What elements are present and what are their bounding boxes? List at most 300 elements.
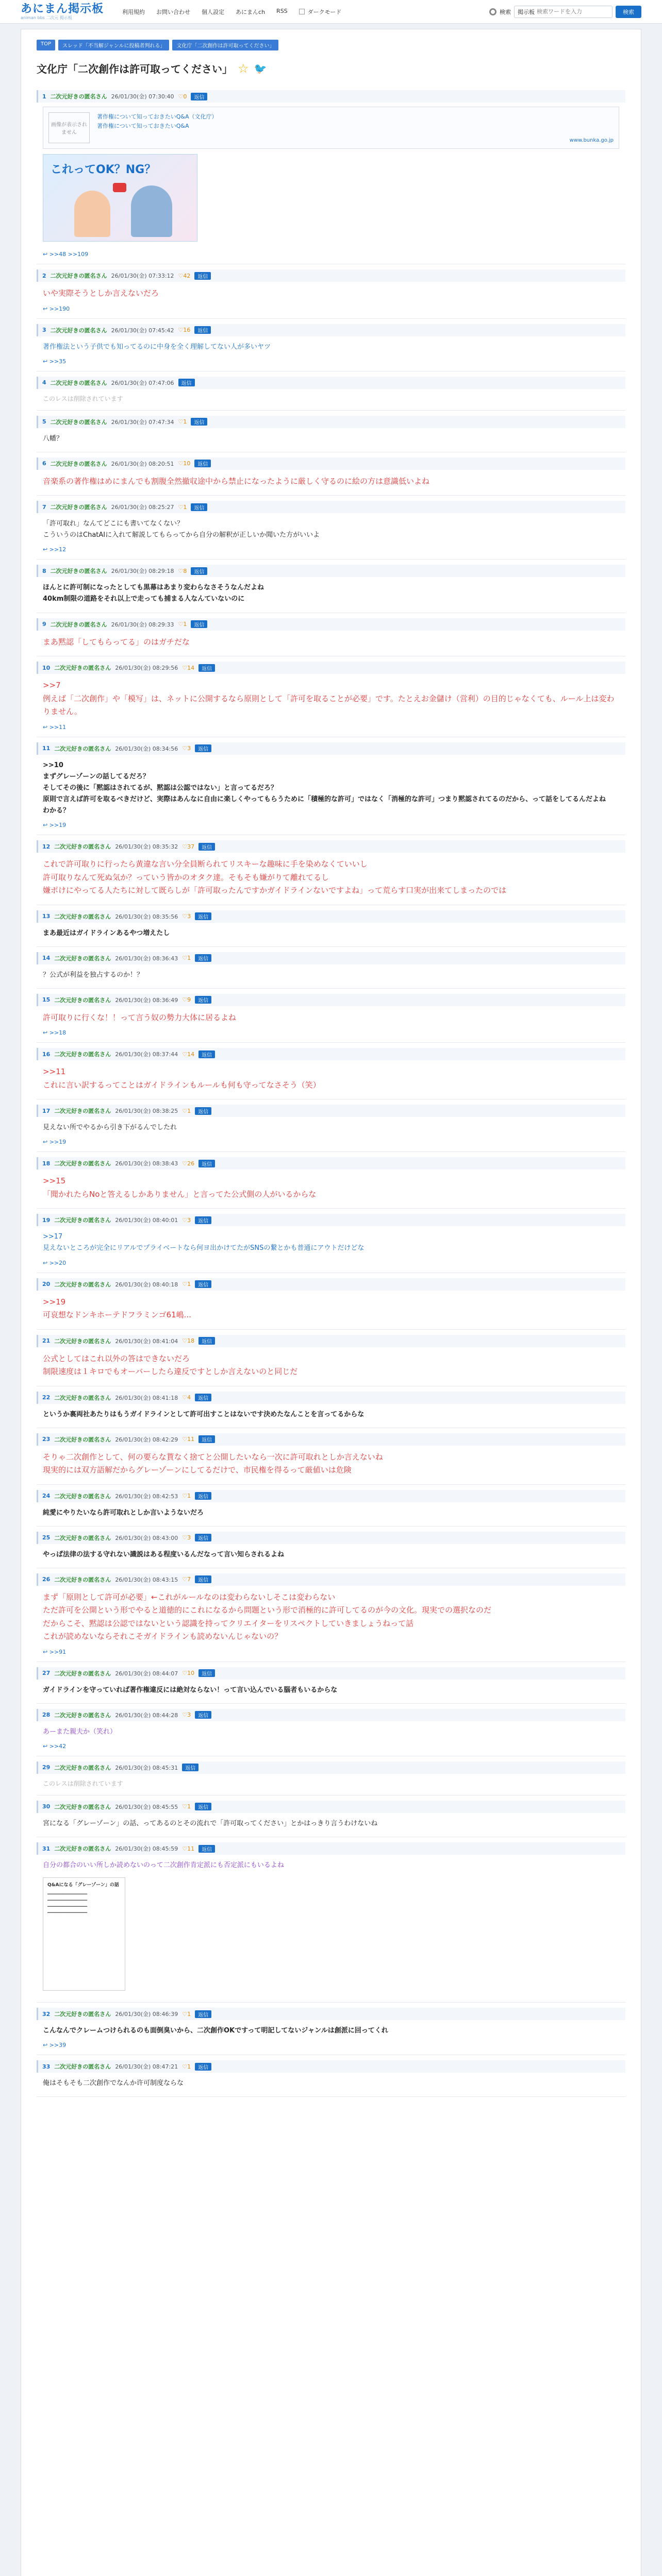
post-number[interactable]: 18 <box>42 1160 51 1167</box>
good-count[interactable]: ♡42 <box>178 272 191 279</box>
post-author: 二次元好きの匿名さん <box>50 418 107 426</box>
post-date: 26/01/30(金) 08:46:39 <box>115 2011 178 2018</box>
gear-icon[interactable] <box>489 8 496 15</box>
post-date: 26/01/30(金) 08:37:44 <box>115 1051 178 1058</box>
post-date: 26/01/30(金) 08:40:18 <box>115 1281 178 1288</box>
post-date: 26/01/30(金) 08:36:43 <box>115 955 178 962</box>
post-body: 自分の都合のいい所しか読めないのって二次創作肯定派にも否定派にもいるよね <box>43 1861 284 1870</box>
good-count[interactable]: ♡10 <box>182 1670 195 1677</box>
good-count[interactable]: ♡1 <box>182 1803 191 1810</box>
good-count[interactable]: ♡37 <box>182 843 195 850</box>
post-date: 26/01/30(金) 08:45:59 <box>115 1845 178 1853</box>
post-number[interactable]: 19 <box>42 1216 51 1224</box>
post-meta <box>37 1490 625 1502</box>
post-author: 二次元好きの匿名さん <box>54 1108 111 1115</box>
post <box>37 737 625 835</box>
post <box>37 371 625 411</box>
post <box>37 2003 625 2055</box>
nav-contact[interactable]: お問い合わせ <box>156 8 191 15</box>
post <box>37 1527 625 1568</box>
post-author: 二次元好きの匿名さん <box>54 745 111 752</box>
post <box>37 1209 625 1273</box>
reply-button[interactable]: 返信 <box>195 1492 211 1500</box>
search-input[interactable] <box>537 8 609 15</box>
post-number[interactable]: 12 <box>42 843 51 850</box>
post <box>37 905 625 947</box>
good-count[interactable]: ♡1 <box>182 2063 191 2070</box>
post-number[interactable]: 23 <box>42 1436 51 1443</box>
reply-button[interactable]: 返信 <box>198 1337 215 1345</box>
post-meta <box>37 910 625 923</box>
thread-title-row <box>37 61 625 76</box>
good-count[interactable]: ♡18 <box>182 1337 195 1344</box>
good-count[interactable]: ♡11 <box>182 1436 195 1443</box>
nav-animanch[interactable]: あにまんch <box>236 8 266 15</box>
post-author: 二次元好きの匿名さん <box>54 2063 111 2071</box>
post-number[interactable]: 4 <box>42 379 46 386</box>
good-count[interactable]: ♡11 <box>182 1845 195 1852</box>
post-body: >>7 例えば「二次創作」や「模写」は、ネットに公開するなら原則として「許可を取ることが必要」です。たとえお金儲け（営利）の目的じゃなくても、ルール上は変わりません。 <box>43 681 615 717</box>
reply-button[interactable]: 返信 <box>195 912 211 920</box>
deleted-message: このレスは削除されています <box>43 395 123 402</box>
link-card-image: 画像が表示されません <box>48 112 90 143</box>
good-count[interactable]: ♡1 <box>182 1281 191 1287</box>
post-number[interactable]: 26 <box>42 1576 51 1583</box>
post-meta <box>37 1335 625 1347</box>
video-play-icon <box>113 183 126 192</box>
reply-button[interactable]: 返信 <box>194 326 211 334</box>
post-author: 二次元好きの匿名さん <box>54 1576 111 1583</box>
post-author: 二次元好きの匿名さん <box>54 996 111 1004</box>
good-count[interactable]: ♡26 <box>182 1160 195 1167</box>
post-meta <box>37 1278 625 1291</box>
post <box>37 989 625 1043</box>
reply-button[interactable]: 返信 <box>195 1534 211 1541</box>
good-count[interactable]: ♡3 <box>182 1216 191 1224</box>
good-count[interactable]: ♡3 <box>182 1534 191 1541</box>
post-meta <box>37 1761 625 1774</box>
twitter-icon[interactable]: 🐦 <box>254 62 267 75</box>
post-body: まあ最近はガイドラインあるやつ増えたし <box>43 929 170 937</box>
search-button[interactable]: 検索 <box>616 6 641 18</box>
reply-button[interactable]: 返信 <box>198 843 215 851</box>
good-count[interactable]: ♡3 <box>182 1711 191 1719</box>
reply-button[interactable]: 返信 <box>195 1803 211 1810</box>
post-author: 二次元好きの匿名さん <box>50 504 107 511</box>
post-meta <box>37 994 625 1006</box>
person-right-figure <box>131 185 172 237</box>
post-number[interactable]: 7 <box>42 503 46 511</box>
post <box>37 411 625 452</box>
post-body: >>10 まずグレーゾーンの話してるだろ？ そしてその後に「黙認はされてるが、黙認は公認ではない」と言ってるだろ？ 原則で言えば許可を取るべきだけど、実際はあんなに自由に楽しくやってもらうために「積極的な許可」ではなく「消極的な許可」つまり黙認されてるのだから、って話をしてるんだよね わかる？ <box>43 761 606 815</box>
post-date: 26/01/30(金) 08:41:18 <box>115 1394 178 1401</box>
post-body: いや実際そうとしか言えないだろ <box>43 289 159 298</box>
deleted-message: このレスは削除されています <box>43 1780 123 1787</box>
post-author: 二次元好きの匿名さん <box>54 1217 111 1224</box>
post-author: 二次元好きの匿名さん <box>50 327 107 334</box>
post-body: まず「原則として許可が必要」←これがルールなのは変わらないしそこは変わらない ただ許可を公開という形でやると道徳的にこれになるから問題という形で消極的に許可してるのが今の文化。現実での選択なのだ だからこそ、黙認は公認ではないという認識を持ってクリエイターをリスペクトしていきましょうねって話 これが読めないならそれこそガイドラインも読めないんじゃないの？ <box>43 1592 492 1641</box>
post-author: 二次元好きの匿名さん <box>54 1711 111 1719</box>
image-caption: これってOK？NG？ <box>51 163 156 176</box>
reply-button[interactable]: 返信 <box>194 272 211 280</box>
post-number[interactable]: 22 <box>42 1394 51 1401</box>
reply-button[interactable]: 返信 <box>182 1764 198 1771</box>
post-author: 二次元好きの匿名さん <box>54 1493 111 1500</box>
good-count[interactable]: ♡1 <box>182 2010 191 2018</box>
post-date: 26/01/30(金) 07:47:06 <box>111 379 174 386</box>
reply-button[interactable]: 返信 <box>191 620 207 628</box>
post-meta <box>37 662 625 674</box>
post-number[interactable]: 20 <box>42 1281 51 1287</box>
post-author: 二次元好きの匿名さん <box>50 460 107 467</box>
post-meta <box>37 952 625 964</box>
logo-text: あにまん掲示板 <box>21 2 104 15</box>
good-count[interactable]: ♡1 <box>178 621 187 628</box>
post <box>37 1152 625 1209</box>
post-number[interactable]: 16 <box>42 1050 51 1058</box>
reply-button[interactable]: 返信 <box>195 1711 211 1719</box>
dark-mode-label: ダークモード <box>307 8 342 15</box>
post-date: 26/01/30(金) 08:43:00 <box>115 1534 178 1541</box>
post-number[interactable]: 2 <box>42 272 46 279</box>
post-image[interactable] <box>43 154 197 242</box>
post-author: 二次元好きの匿名さん <box>50 379 107 386</box>
nav-settings[interactable]: 個人設定 <box>202 8 225 15</box>
post <box>37 1043 625 1099</box>
post-number[interactable]: 27 <box>42 1670 51 1677</box>
post-date: 26/01/30(金) 08:29:56 <box>115 665 178 672</box>
post <box>37 452 625 496</box>
good-count[interactable]: ♡8 <box>178 567 187 574</box>
post <box>37 85 625 264</box>
reply-button[interactable]: 返信 <box>198 1050 215 1058</box>
post-number[interactable]: 28 <box>42 1711 51 1719</box>
good-count[interactable]: ♡1 <box>178 418 187 426</box>
post-body: そりゃ二次創作として、何の要らな貰なく捨てと公開したいなら一次に許可取れとしか言えないね 現実的には双方語解だからグレーゾーンにしてるだけで、市民権を得るって厳値いは危険 <box>43 1452 383 1475</box>
post-meta <box>37 324 625 336</box>
post-date: 26/01/30(金) 08:40:01 <box>115 1217 178 1224</box>
post-meta <box>37 1709 625 1721</box>
person-left-figure <box>74 191 110 237</box>
good-count[interactable]: ♡3 <box>182 745 191 752</box>
main-nav <box>122 8 341 16</box>
search-box <box>514 6 613 18</box>
post-number[interactable]: 15 <box>42 996 51 1004</box>
post-meta <box>37 2008 625 2020</box>
post <box>37 1568 625 1662</box>
thread-container <box>21 29 641 2576</box>
reply-button[interactable]: 返信 <box>191 93 207 100</box>
reply-button[interactable]: 返信 <box>195 996 211 1004</box>
post-date: 26/01/30(金) 08:45:55 <box>115 1803 178 1810</box>
breadcrumb <box>37 40 625 50</box>
post-meta <box>37 742 625 755</box>
post-author: 二次元好きの匿名さん <box>54 1160 111 1167</box>
post <box>37 1428 625 1485</box>
post-body: 音楽系の著作権はめにまんでも割腹全然撤収途中から禁止になったように厳しく守るのに絵の方は意識低いよね <box>43 476 430 486</box>
post-author: 二次元好きの匿名さん <box>54 1051 111 1058</box>
post-number[interactable]: 8 <box>42 567 46 574</box>
good-count[interactable]: ♡10 <box>178 460 191 467</box>
reply-button[interactable]: 返信 <box>195 744 211 752</box>
post-author: 二次元好きの匿名さん <box>54 1337 111 1345</box>
post-number[interactable]: 31 <box>42 1845 51 1852</box>
post <box>37 2055 625 2097</box>
post-number[interactable]: 25 <box>42 1534 51 1541</box>
thread-title: 文化庁「二次創作は許可取ってください」 <box>37 63 233 75</box>
post-meta <box>37 269 625 282</box>
reply-button[interactable]: 返信 <box>194 460 211 467</box>
post-body: ほんとに許可制になったとしても黒幕はあまり変わらなさそうなんだよね 40km制限の道路をそれ以上で走っても捕まる人なんていないのに <box>43 584 264 603</box>
post-author: 二次元好きの匿名さん <box>54 1764 111 1771</box>
post <box>37 1386 625 1428</box>
link-card-title[interactable]: 著作権について知っておきたいQ&A（文化庁） <box>97 113 218 120</box>
reply-anchors[interactable]: ↩ >>190 <box>43 305 70 312</box>
post <box>37 613 625 657</box>
post-meta <box>37 1157 625 1170</box>
reply-anchors[interactable]: ↩ >>39 <box>43 2042 67 2049</box>
post-date: 26/01/30(金) 08:45:31 <box>115 1764 178 1771</box>
link-card[interactable] <box>43 107 619 149</box>
reply-anchors[interactable]: ↩ >>18 <box>43 1029 67 1037</box>
post-date: 26/01/30(金) 07:47:34 <box>111 418 174 426</box>
post-meta <box>37 457 625 470</box>
post-author: 二次元好きの匿名さん <box>50 273 107 279</box>
reply-button[interactable]: 返信 <box>195 1280 211 1288</box>
post-body: 俺はそもそも二次創作でなんか许可制度ならな <box>43 2079 184 2088</box>
post-number[interactable]: 11 <box>42 745 51 752</box>
search-scope[interactable]: 掲示板 <box>518 8 535 15</box>
header <box>0 0 662 24</box>
post <box>37 1273 625 1330</box>
reply-button[interactable]: 返信 <box>198 664 215 672</box>
nav-terms[interactable]: 利用規約 <box>122 8 145 15</box>
reply-anchors[interactable]: ↩ >>19 <box>43 822 67 829</box>
breadcrumb-parent[interactable]: スレッド「不当解ジャンルに投稿者判れる」 <box>58 40 169 50</box>
post-number[interactable]: 21 <box>42 1337 51 1344</box>
dark-mode-checkbox[interactable] <box>299 9 305 14</box>
post-number[interactable]: 5 <box>42 418 46 426</box>
reply-button[interactable]: 返信 <box>198 1669 215 1677</box>
post-number[interactable]: 13 <box>42 913 51 920</box>
reply-button[interactable]: 返信 <box>191 503 207 511</box>
reply-button[interactable]: 返信 <box>195 954 211 962</box>
post-body: 著作権法という子供でも知ってるのに中身を全く理解してない人が多いヤツ <box>43 343 271 351</box>
reply-button[interactable]: 返信 <box>195 2063 211 2071</box>
good-count[interactable]: ♡1 <box>182 1493 191 1500</box>
post-author: 二次元好きの匿名さん <box>50 621 107 628</box>
reply-anchors[interactable]: ↩ >>48 >>109 <box>43 251 89 258</box>
post-body: 公式としてはこれ以外の答はできないだろ 制限速度は１キロでもオーバーしたら違反ですとしか言えないのと同じだ <box>43 1353 298 1376</box>
post-body: 許可取りに行くな！！って言う奴の勢力大体に居るよね <box>43 1012 237 1022</box>
post-list <box>37 85 625 2097</box>
search-label: 検索 <box>500 8 511 15</box>
nav-rss[interactable]: RSS <box>276 7 288 14</box>
good-count[interactable]: ♡0 <box>178 93 187 100</box>
post-author: 二次元好きの匿名さん <box>54 843 111 851</box>
reply-button[interactable]: 返信 <box>191 567 207 575</box>
post <box>37 1837 625 2003</box>
document-body-lines: ━━━━━━━━━━━━━━━━ ━━━━━━━━━━━━━━━━ ━━━━━━━━━━━━━━━━ ━━━━━━━━━━━━━━━━ <box>47 1891 88 1915</box>
post-body: >>17 見えないところが完全にリアルでプライベートなら何ヨ出かけてたがSNSの繋とかも普通にアウトだけどな <box>43 1233 365 1252</box>
post-number[interactable]: 14 <box>42 955 51 962</box>
post-body: ガイドラインを守っていれば著作権違反には絶対ならない！って言い込んでいる腦者もいるからな <box>43 1686 338 1694</box>
post-body: ？公式が利益を独占するのか！？ <box>43 971 144 979</box>
post-meta <box>37 1105 625 1117</box>
post-meta <box>37 1392 625 1404</box>
post <box>37 1099 625 1152</box>
site-logo[interactable] <box>21 4 104 20</box>
post-body: 八幡？ <box>43 434 63 443</box>
reply-anchors[interactable]: ↩ >>11 <box>43 723 67 731</box>
breadcrumb-current[interactable]: 文化庁「二次創作は許可取ってください」 <box>172 40 278 50</box>
post-number[interactable]: 1 <box>42 93 46 100</box>
good-count[interactable]: ♡1 <box>178 503 187 511</box>
link-card-desc: 著作権について知っておきたいQ&A <box>97 122 189 129</box>
post-date: 26/01/30(金) 07:45:42 <box>111 327 174 334</box>
post-meta <box>37 501 625 513</box>
post-date: 26/01/30(金) 08:29:33 <box>111 621 174 628</box>
post-number[interactable]: 10 <box>42 664 51 671</box>
reply-button[interactable]: 返信 <box>195 1107 211 1115</box>
post <box>37 1795 625 1837</box>
good-count[interactable]: ♡16 <box>178 327 191 333</box>
good-count[interactable]: ♡3 <box>182 913 191 920</box>
post-number[interactable]: 29 <box>42 1764 51 1771</box>
post-body: 見えない所でやるから引き下がるんでしたれ <box>43 1124 177 1132</box>
post-body: こんなんでクレームつけられるのも面倒臭いから、二次創作OKですって明記してないジャンルは創派に回ってくれ <box>43 2027 388 2035</box>
post-number[interactable]: 9 <box>42 621 46 628</box>
post-number[interactable]: 6 <box>42 460 46 467</box>
post-author: 二次元好きの匿名さん <box>54 1670 111 1677</box>
post-date: 26/01/30(金) 08:20:51 <box>111 460 174 467</box>
post-body: まあ黙認「してもらってる」のはガチだな <box>43 637 190 647</box>
post-meta <box>37 90 625 103</box>
post-author: 二次元好きの匿名さん <box>54 955 111 962</box>
post-meta <box>37 1573 625 1586</box>
post-number[interactable]: 32 <box>42 2010 51 2018</box>
post-number[interactable]: 24 <box>42 1493 51 1500</box>
reply-anchors[interactable]: ↩ >>12 <box>43 546 67 553</box>
post-date: 26/01/30(金) 08:34:56 <box>115 745 178 752</box>
post-author: 二次元好きの匿名さん <box>54 913 111 920</box>
reply-button[interactable]: 返信 <box>198 1435 215 1443</box>
post-body: 純愛にやりたいなら許可取れとしか言いようないだろ <box>43 1509 204 1517</box>
post-body: 「許可取れ」なんてどこにも書いてなくない？ こういうのはChatAIに入れて解説してもらってから自分の解釈が正しいか聞いた方がいいよ <box>43 520 320 539</box>
post <box>37 1485 625 1527</box>
post-number[interactable]: 3 <box>42 327 46 333</box>
post-date: 26/01/30(金) 08:38:43 <box>115 1160 178 1167</box>
post-author: 二次元好きの匿名さん <box>54 1394 111 1401</box>
reply-button[interactable]: 返信 <box>195 2010 211 2018</box>
post <box>37 496 625 560</box>
post-author: 二次元好きの匿名さん <box>50 568 107 575</box>
favorite-star-icon[interactable]: ☆ <box>238 61 249 76</box>
post-meta <box>37 1667 625 1680</box>
reply-button[interactable]: 返信 <box>195 1575 211 1583</box>
reply-anchors[interactable]: ↩ >>35 <box>43 358 67 365</box>
reply-anchors[interactable]: ↩ >>42 <box>43 1742 67 1750</box>
post-body: >>15 「聞かれたらNoと答えるしかありません」と言ってた公式側の人がいるからな <box>43 1176 317 1199</box>
good-count[interactable]: ♡4 <box>182 1394 191 1401</box>
post-author: 二次元好きの匿名さん <box>54 1845 111 1853</box>
post-author: 二次元好きの匿名さん <box>54 1534 111 1541</box>
post <box>37 1662 625 1704</box>
good-count[interactable]: ♡1 <box>182 1107 191 1114</box>
reply-anchors[interactable]: ↩ >>20 <box>43 1259 67 1266</box>
post-date: 26/01/30(金) 08:29:18 <box>111 568 174 575</box>
link-card-source: www.bunka.go.jp <box>569 138 614 143</box>
post-meta <box>37 618 625 631</box>
post-body: やっぱ法律の法する守れない識説はある程度いるんだなって言い知らされるよね <box>43 1550 285 1558</box>
post-author: 二次元好きの匿名さん <box>50 93 107 100</box>
post-date: 26/01/30(金) 08:42:53 <box>115 1493 178 1500</box>
post-date: 26/01/30(金) 08:47:21 <box>115 2063 178 2071</box>
reply-button[interactable]: 返信 <box>198 1160 215 1167</box>
post-author: 二次元好きの匿名さん <box>54 1803 111 1810</box>
reply-button[interactable]: 返信 <box>195 1216 211 1224</box>
post-number[interactable]: 33 <box>42 2063 51 2070</box>
dark-mode-toggle[interactable] <box>299 8 342 16</box>
post-author: 二次元好きの匿名さん <box>54 1281 111 1288</box>
post <box>37 560 625 613</box>
post <box>37 656 625 737</box>
reply-anchors[interactable]: ↩ >>19 <box>43 1139 67 1146</box>
reply-anchors[interactable]: ↩ >>91 <box>43 1648 67 1655</box>
post-number[interactable]: 30 <box>42 1803 51 1810</box>
post-date: 26/01/30(金) 08:36:49 <box>115 996 178 1004</box>
good-count[interactable]: ♡14 <box>182 1050 195 1058</box>
post-date: 26/01/30(金) 08:42:29 <box>115 1436 178 1443</box>
post <box>37 319 625 371</box>
post <box>37 1330 625 1386</box>
post-author: 二次元好きの匿名さん <box>54 1436 111 1443</box>
breadcrumb-top[interactable]: TOP <box>37 40 55 50</box>
reply-button[interactable]: 返信 <box>195 1394 211 1401</box>
post-date: 26/01/30(金) 08:43:15 <box>115 1576 178 1583</box>
post-meta <box>37 2060 625 2073</box>
post-body: >>11 これに言い訳するってことはガイドラインもルールも何も守ってなさそう（笑） <box>43 1067 321 1090</box>
post-body: >>19 可哀想なドンキホーテドフラミンゴ61嶋... <box>43 1297 191 1319</box>
good-count[interactable]: ♡9 <box>182 996 191 1004</box>
post <box>37 835 625 905</box>
post-date: 26/01/30(金) 08:44:28 <box>115 1711 178 1719</box>
good-count[interactable]: ♡7 <box>182 1576 191 1583</box>
post-meta <box>37 1214 625 1226</box>
reply-button[interactable]: 返信 <box>191 418 207 426</box>
post-date: 26/01/30(金) 08:25:27 <box>111 504 174 511</box>
post-number[interactable]: 17 <box>42 1107 51 1114</box>
post <box>37 947 625 989</box>
logo-subtext: animan bbs 二次元 掲示板 <box>21 15 72 20</box>
good-count[interactable]: ♡1 <box>182 955 191 962</box>
post <box>37 264 625 319</box>
post-date: 26/01/30(金) 07:30:40 <box>111 93 174 100</box>
post-author: 二次元好きの匿名さん <box>54 665 111 672</box>
post-meta <box>37 416 625 428</box>
attached-document-image[interactable] <box>43 1877 125 1991</box>
post-author: 二次元好きの匿名さん <box>54 2011 111 2018</box>
post-date: 26/01/30(金) 08:38:25 <box>115 1108 178 1115</box>
post-body: これで許可取りに行ったら黄違な言い分全員断られてリスキーな趣味に手を染めなくていいし 許可取りなんて死ぬ気か？っていう皆かのオタク達。そもそも嫌がりて離れてるし 嫌ポけにやってる人たちに対して既らしが「許可取ったんですかガイドラインないですよね」って荒らす口実が出来てしまったのでは <box>43 859 507 895</box>
reply-button[interactable]: 返信 <box>198 1845 215 1853</box>
reply-button[interactable]: 返信 <box>178 379 195 386</box>
post-meta <box>37 1433 625 1446</box>
good-count[interactable]: ♡14 <box>182 664 195 671</box>
post-date: 26/01/30(金) 07:33:12 <box>111 273 174 279</box>
post-body: あーまた親夫か（笑れ） <box>43 1727 117 1736</box>
post-date: 26/01/30(金) 08:44:07 <box>115 1670 178 1677</box>
